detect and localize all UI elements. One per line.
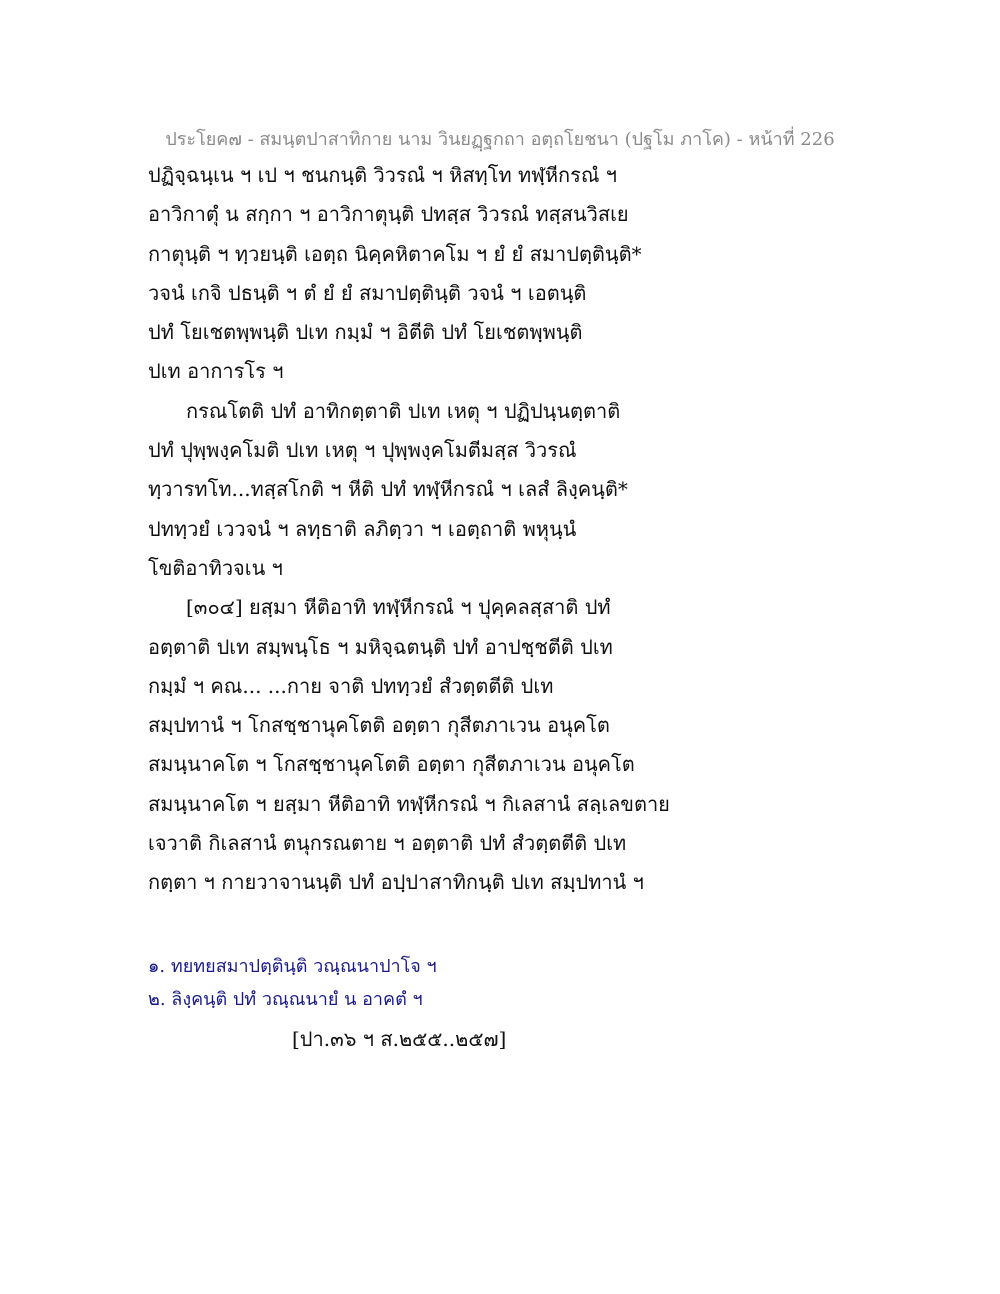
text-line: [๓๐๔] ยสฺมา หีติอาทิ ทฬฺหีกรณํ ฯ ปุคฺคลสฺสาติ ปทํ xyxy=(186,595,611,620)
text-line: กรณโตติ ปทํ อาทิกตฺตาติ ปเท เหตุ ฯ ปฏิปนฺนตฺตาติ xyxy=(186,398,621,423)
text-line: วจนํ เกจิ ปธนฺติ ฯ ตํ ยํ ยํ สมาปตฺตินฺติ วจนํ ฯ เอตนฺติ xyxy=(148,280,587,305)
text-line: สมนฺนาคโต ฯ โกสชฺชานุคโตติ อตฺตา กุสีตภาเวน อนุคโต xyxy=(148,752,635,777)
page-reference: [ปา.๓๖ ฯ ส.๒๕๕..๒๕๗] xyxy=(292,1027,507,1051)
text-line: ปทํ ปุพฺพงฺคโมติ ปเท เหตุ ฯ ปุพฺพงฺคโมตีมสฺส วิวรณํ xyxy=(148,438,577,463)
text-line: ทฺวารทโท...ทสฺสโกติ ฯ หีติ ปทํ ทฬฺหีกรณํ ฯ เลสํ ลิงฺคนฺติ* xyxy=(148,477,628,502)
text-line: ปทํ โยเชตพฺพนฺติ ปเท กมฺมํ ฯ อิตีติ ปทํ โยเชตพฺพนฺติ xyxy=(148,320,583,345)
footnotes xyxy=(148,952,868,1018)
text-line: ปเท อาการโร ฯ xyxy=(148,359,284,384)
text-line: ปฏิจฺฉนฺเน ฯ เป ฯ ชนกนฺติ วิวรณํ ฯ หิสทฺโท ทฬฺหีกรณํ ฯ xyxy=(148,163,618,187)
text-line: สมฺปทานํ ฯ โกสชฺชานุคโตติ อตฺตา กุสีตภาเวน อนุคโต xyxy=(148,713,610,738)
text-line: กมฺมํ ฯ คณ... ...กาย จาติ ปททฺวยํ สํวตฺตตีติ ปเท xyxy=(148,673,554,698)
text-line: กาตุนฺติ ฯ ทฺวยนฺติ เอตฺถ นิคฺคหิตาคโม ฯ ยํ ยํ สมาปตฺตินฺติ* xyxy=(148,241,642,266)
page-header: ประโยค๗ - สมนฺตปาสาทิกาย นาม วินยฏฺฐกถา อตฺถโยชนา (ปฐโม ภาโค) - หน้าที่ 226 xyxy=(165,129,835,150)
text-line: กตฺตา ฯ กายวาจานนฺติ ปทํ อปฺปาสาทิกนฺติ ปเท สมฺปทานํ ฯ xyxy=(148,870,644,895)
footnote: ๒. ลิงฺคนฺติ ปทํ วณฺณนายํ น อาคตํ ฯ xyxy=(148,989,423,1010)
text-line: ปททฺวยํ เววจนํ ฯ ลทฺธาติ ลภิตฺวา ฯ เอตฺถาติ พหุนฺนํ xyxy=(148,516,577,541)
body-text xyxy=(148,160,868,907)
text-line: โขติอาทิวจเน ฯ xyxy=(148,555,283,580)
text-line: เจวาติ กิเลสานํ ตนุกรณตาย ฯ อตฺตาติ ปทํ สํวตฺตตีติ ปเท xyxy=(148,831,627,856)
text-line: สมนฺนาคโต ฯ ยสฺมา หีติอาทิ ทฬฺหีกรณํ ฯ กิเลสานํ สลฺเลขตาย xyxy=(148,791,670,816)
text-line: อาวิกาตุํ น สกฺกา ฯ อาวิกาตุนฺติ ปทสฺส วิวรณํ ทสฺสนวิสเย xyxy=(148,202,629,227)
text-line: อตฺตาติ ปเท สมฺพนฺโธ ฯ มหิจฺฉตนฺติ ปทํ อาปชฺชตีติ ปเท xyxy=(148,634,613,659)
footnote: ๑. ทยทยสมาปตฺตินฺติ วณฺณนาปาโจ ฯ xyxy=(148,956,437,977)
